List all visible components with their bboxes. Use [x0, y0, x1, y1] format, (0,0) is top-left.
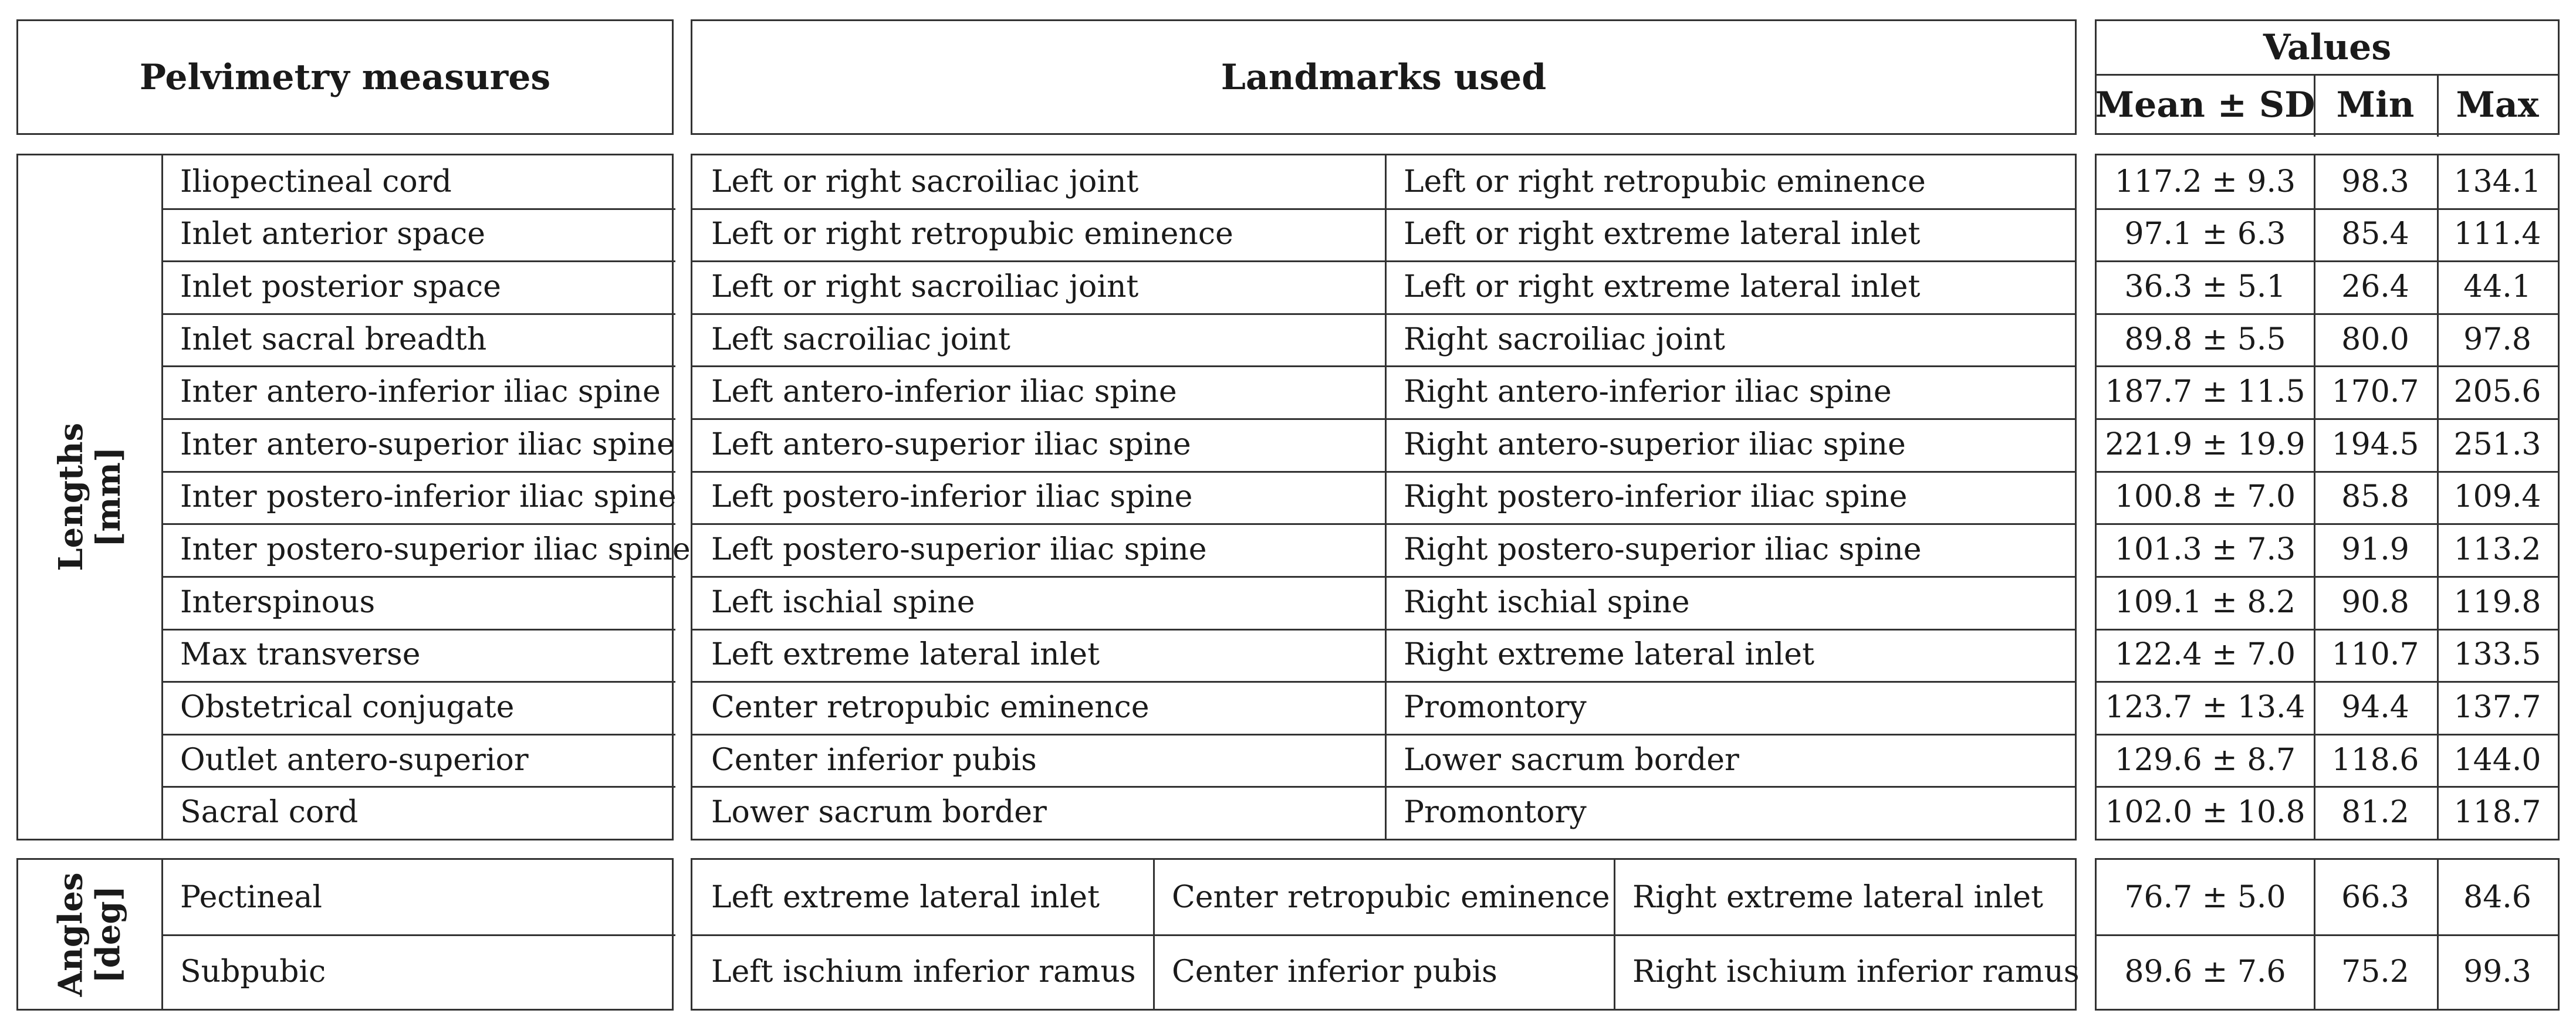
length-min: 98.3 — [2341, 164, 2409, 199]
length-max: 113.2 — [2453, 532, 2541, 568]
angle-landmark-1: Left ischium inferior ramus — [711, 954, 1136, 989]
header-landmarks-box — [691, 19, 2077, 135]
length-mean-sd: 89.8 ± 5.5 — [2124, 321, 2286, 357]
angle-mean-sd: 76.7 ± 5.0 — [2124, 879, 2286, 915]
length-min: 90.8 — [2341, 584, 2409, 620]
length-max: 44.1 — [2463, 269, 2531, 305]
angle-max: 84.6 — [2463, 879, 2531, 915]
header-mean-sd: Mean ± SD — [2095, 84, 2315, 126]
header-landmarks: Landmarks used — [1221, 56, 1547, 98]
length-landmark-1: Left ischial spine — [711, 584, 975, 620]
length-min: 80.0 — [2341, 321, 2409, 357]
length-landmark-2: Right antero-inferior iliac spine — [1404, 374, 1892, 410]
length-measure: Inter antero-inferior iliac spine — [180, 374, 661, 410]
header-measures: Pelvimetry measures — [139, 56, 551, 98]
length-measure: Inlet posterior space — [180, 269, 501, 305]
angle-landmark-3: Right extreme lateral inlet — [1632, 879, 2043, 915]
header-measures-box — [16, 19, 674, 135]
angle-landmark-2: Center retropubic eminence — [1172, 879, 1610, 915]
angles-group-label — [18, 860, 161, 1009]
length-mean-sd: 122.4 ± 7.0 — [2114, 637, 2296, 673]
length-max: 137.7 — [2453, 689, 2541, 725]
angle-landmark-3: Right ischium inferior ramus — [1632, 954, 2080, 989]
length-mean-sd: 117.2 ± 9.3 — [2114, 164, 2296, 199]
length-mean-sd: 221.9 ± 19.9 — [2105, 426, 2305, 462]
length-landmark-1: Left antero-inferior iliac spine — [711, 374, 1177, 410]
angle-mean-sd: 89.6 ± 7.6 — [2124, 954, 2286, 989]
length-mean-sd: 123.7 ± 13.4 — [2105, 689, 2305, 725]
length-landmark-1: Center retropubic eminence — [711, 689, 1150, 725]
angle-landmark-1: Left extreme lateral inlet — [711, 879, 1100, 915]
length-landmark-2: Right ischial spine — [1404, 584, 1690, 620]
length-max: 205.6 — [2453, 374, 2541, 410]
angle-landmark-2: Center inferior pubis — [1172, 954, 1497, 989]
lengths-measures-box — [16, 154, 691, 840]
length-measure: Inter postero-superior iliac spine — [180, 532, 691, 568]
angles-landmarks-box — [691, 858, 2080, 1011]
length-landmark-1: Left or right sacroiliac joint — [711, 269, 1139, 305]
angles-values-box — [2095, 858, 2560, 1011]
length-min: 85.8 — [2341, 479, 2409, 515]
length-landmark-2: Right extreme lateral inlet — [1404, 637, 1814, 673]
length-measure: Interspinous — [180, 584, 376, 620]
length-mean-sd: 102.0 ± 10.8 — [2105, 795, 2305, 831]
length-max: 109.4 — [2453, 479, 2541, 515]
length-landmark-2: Left or right extreme lateral inlet — [1404, 269, 1921, 305]
length-landmark-1: Left or right sacroiliac joint — [711, 164, 1139, 199]
angles-measures-box — [16, 858, 674, 1011]
length-min: 170.7 — [2331, 374, 2419, 410]
angles-label-line2: [deg] — [89, 885, 128, 984]
length-landmark-1: Left sacroiliac joint — [711, 321, 1010, 357]
length-measure: Max transverse — [180, 637, 421, 673]
length-max: 118.7 — [2453, 795, 2541, 831]
length-max: 111.4 — [2453, 216, 2541, 252]
length-min: 85.4 — [2341, 216, 2409, 252]
header-max: Max — [2456, 84, 2539, 126]
length-landmark-2: Promontory — [1404, 689, 1587, 725]
header-values-box — [2095, 19, 2560, 135]
angle-max: 99.3 — [2463, 954, 2531, 989]
length-landmark-2: Right sacroiliac joint — [1404, 321, 1725, 357]
lengths-group-label — [18, 155, 161, 839]
length-landmark-1: Lower sacrum border — [711, 795, 1047, 831]
length-min: 118.6 — [2331, 742, 2419, 778]
length-measure: Obstetrical conjugate — [180, 689, 515, 725]
length-landmark-2: Left or right retropubic eminence — [1404, 164, 1926, 199]
length-max: 133.5 — [2453, 637, 2541, 673]
length-mean-sd: 187.7 ± 11.5 — [2105, 374, 2305, 410]
length-measure: Inlet sacral breadth — [180, 321, 487, 357]
length-min: 91.9 — [2341, 532, 2409, 568]
length-max: 144.0 — [2453, 742, 2541, 778]
header-min: Min — [2336, 84, 2415, 126]
length-max: 134.1 — [2453, 164, 2541, 199]
length-min: 110.7 — [2331, 637, 2419, 673]
length-landmark-1: Center inferior pubis — [711, 742, 1037, 778]
length-measure: Inter antero-superior iliac spine — [180, 426, 675, 462]
length-mean-sd: 101.3 ± 7.3 — [2114, 532, 2296, 568]
lengths-label-line1: Lengths — [51, 423, 90, 571]
length-mean-sd: 109.1 ± 8.2 — [2114, 584, 2296, 620]
length-measure: Inter postero-inferior iliac spine — [180, 479, 677, 515]
length-max: 251.3 — [2453, 426, 2541, 462]
length-measure: Sacral cord — [180, 795, 359, 831]
length-min: 26.4 — [2341, 269, 2409, 305]
angle-min: 66.3 — [2341, 879, 2409, 915]
length-landmark-2: Right antero-superior iliac spine — [1404, 426, 1906, 462]
length-mean-sd: 129.6 ± 8.7 — [2114, 742, 2296, 778]
length-measure: Inlet anterior space — [180, 216, 486, 252]
lengths-landmarks-box — [691, 154, 2077, 840]
header-values: Values — [2263, 27, 2392, 68]
length-max: 119.8 — [2453, 584, 2541, 620]
length-landmark-1: Left antero-superior iliac spine — [711, 426, 1191, 462]
length-landmark-1: Left postero-inferior iliac spine — [711, 479, 1193, 515]
length-min: 94.4 — [2341, 689, 2409, 725]
length-mean-sd: 36.3 ± 5.1 — [2124, 269, 2286, 305]
angle-min: 75.2 — [2341, 954, 2409, 989]
length-measure: Outlet antero-superior — [180, 742, 529, 778]
length-landmark-1: Left extreme lateral inlet — [711, 637, 1100, 673]
lengths-label-line2: [mm] — [89, 446, 129, 548]
length-min: 81.2 — [2341, 795, 2409, 831]
angle-measure: Subpubic — [180, 954, 326, 989]
lengths-values-box — [2095, 154, 2560, 840]
length-mean-sd: 100.8 ± 7.0 — [2114, 479, 2296, 515]
length-measure: Iliopectineal cord — [180, 164, 452, 199]
length-landmark-2: Lower sacrum border — [1404, 742, 1739, 778]
length-landmark-2: Right postero-inferior iliac spine — [1404, 479, 1908, 515]
angles-label-line1: Angles — [51, 872, 90, 997]
length-min: 194.5 — [2331, 426, 2419, 462]
length-landmark-2: Promontory — [1404, 795, 1587, 831]
length-landmark-1: Left or right retropubic eminence — [711, 216, 1233, 252]
length-mean-sd: 97.1 ± 6.3 — [2124, 216, 2286, 252]
length-landmark-1: Left postero-superior iliac spine — [711, 532, 1207, 568]
angle-measure: Pectineal — [180, 879, 322, 915]
length-landmark-2: Left or right extreme lateral inlet — [1404, 216, 1921, 252]
length-landmark-2: Right postero-superior iliac spine — [1404, 532, 1922, 568]
length-max: 97.8 — [2463, 321, 2531, 357]
